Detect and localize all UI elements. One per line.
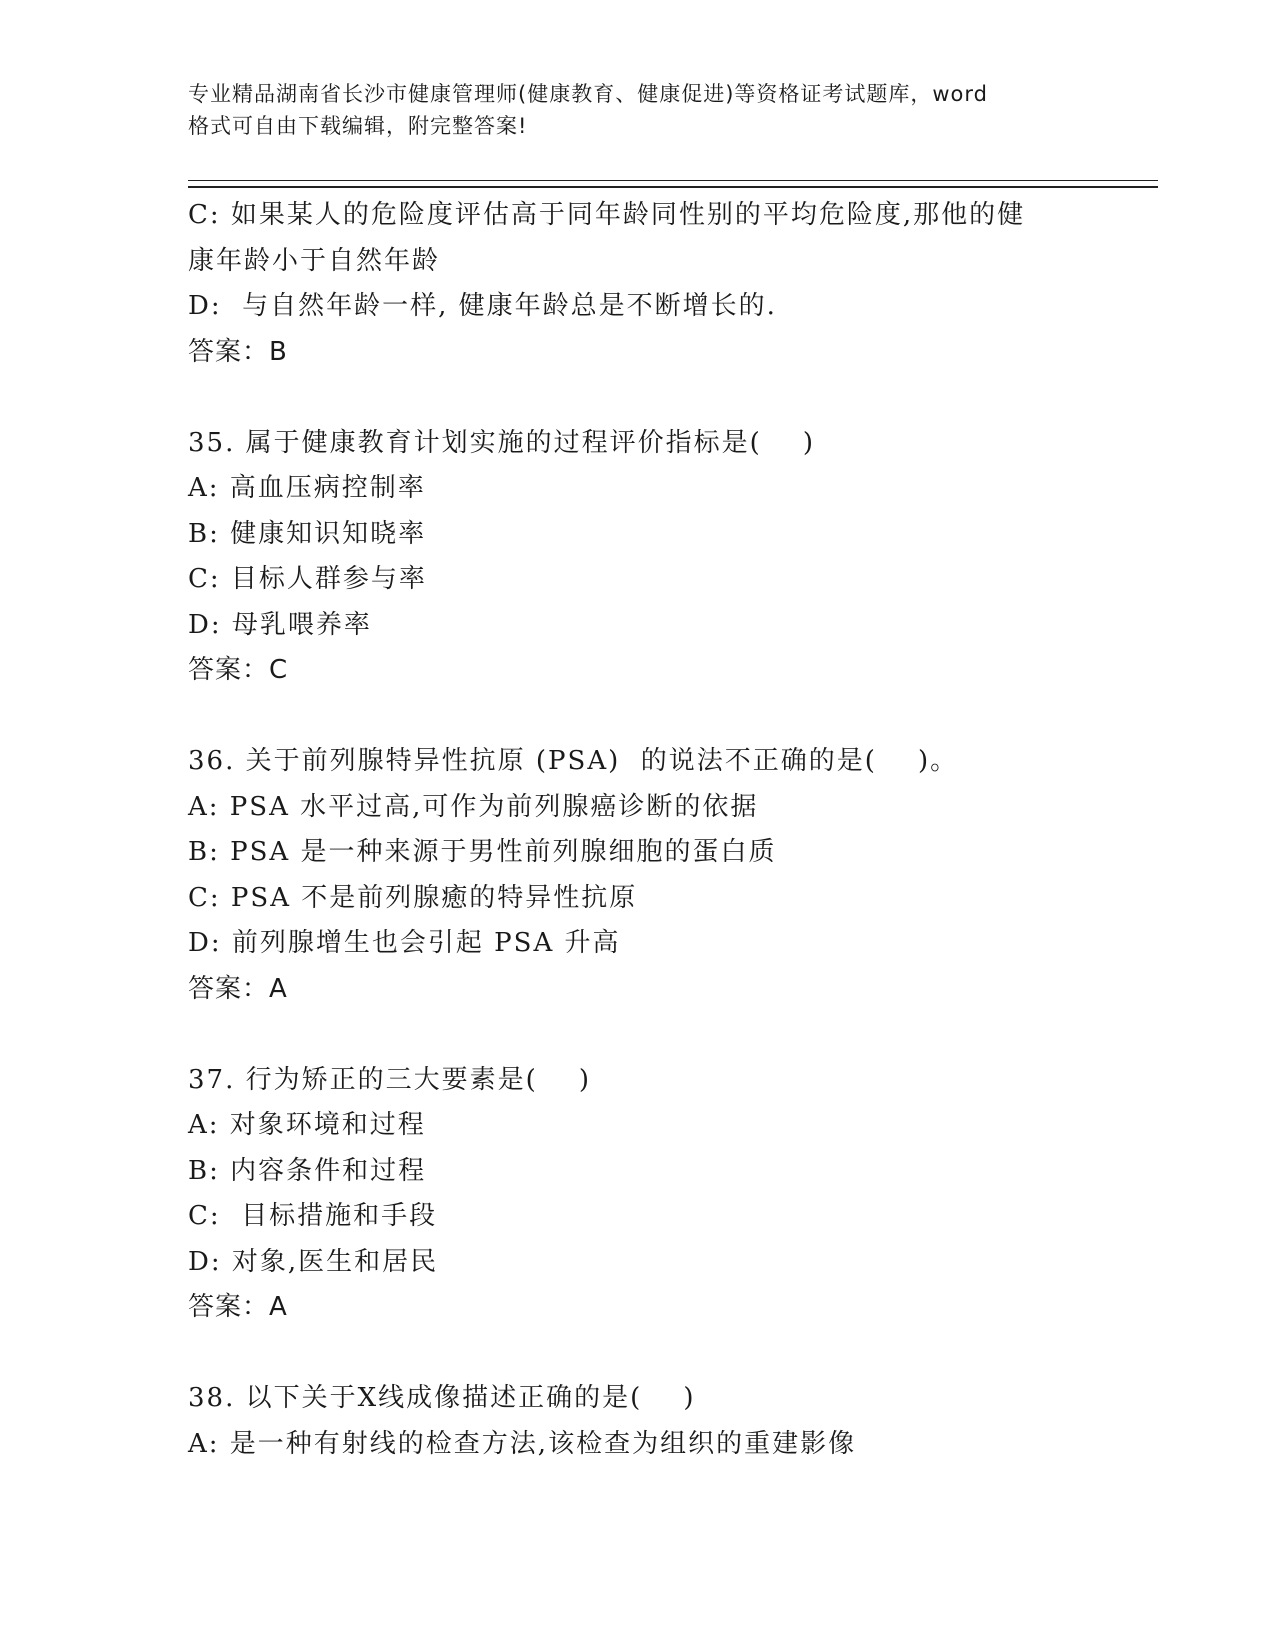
- q37-option-b: B: 内容条件和过程: [188, 1155, 427, 1186]
- header-line-2: 格式可自由下载编辑，附完整答案!: [188, 114, 528, 138]
- q36-stem: 36. 关于前列腺特异性抗原 (PSA) 的说法不正确的是( )。: [188, 746, 959, 776]
- q35-option-a: A: 高血压病控制率: [188, 473, 426, 503]
- q37-option-d: D: 对象,医生和居民: [188, 1246, 439, 1277]
- q35-option-c: C: 目标人群参与率: [188, 564, 427, 594]
- q35-option-d: D: 母乳喂养率: [188, 609, 372, 640]
- header-divider: [188, 180, 1158, 188]
- q38-stem: 38. 以下关于X线成像描述正确的是( ): [188, 1383, 696, 1413]
- q34-answer: 答案：B: [188, 336, 288, 367]
- q36-option-c: C: PSA 不是前列腺癒的特异性抗原: [188, 882, 638, 913]
- q34-option-d: D: 与自然年龄一样, 健康年龄总是不断增长的.: [188, 291, 777, 321]
- q34-option-c-line2: 康年龄小于自然年龄: [188, 245, 441, 276]
- q36-answer: 答案：A: [188, 973, 288, 1004]
- q37-stem: 37. 行为矫正的三大要素是( ): [188, 1064, 591, 1095]
- q36-option-d: D: 前列腺增生也会引起 PSA 升高: [188, 928, 621, 958]
- page-header: [188, 78, 1088, 142]
- q37-answer: 答案：A: [188, 1292, 288, 1322]
- q37-option-a: A: 对象环境和过程: [188, 1110, 426, 1140]
- q38-option-a: A: 是一种有射线的检查方法,该检查为组织的重建影像: [188, 1428, 857, 1459]
- q37-option-c: C: 目标措施和手段: [188, 1201, 438, 1231]
- question-list: [188, 193, 1168, 1467]
- q34-option-c-line1: C: 如果某人的危险度评估高于同年龄同性别的平均危险度,那他的健: [188, 200, 1026, 230]
- header-line-1: 专业精品湖南省长沙市健康管理师(健康教育、健康促进)等资格证考试题库，word: [188, 82, 989, 106]
- q36-option-a: A: PSA 水平过高,可作为前列腺癌诊断的依据: [188, 791, 759, 822]
- q35-answer: 答案：C: [188, 655, 289, 685]
- q35-stem: 35. 属于健康教育计划实施的过程评价指标是( ): [188, 427, 815, 458]
- q36-option-b: B: PSA 是一种来源于男性前列腺细胞的蛋白质: [188, 837, 777, 867]
- q35-option-b: B: 健康知识知晓率: [188, 518, 427, 549]
